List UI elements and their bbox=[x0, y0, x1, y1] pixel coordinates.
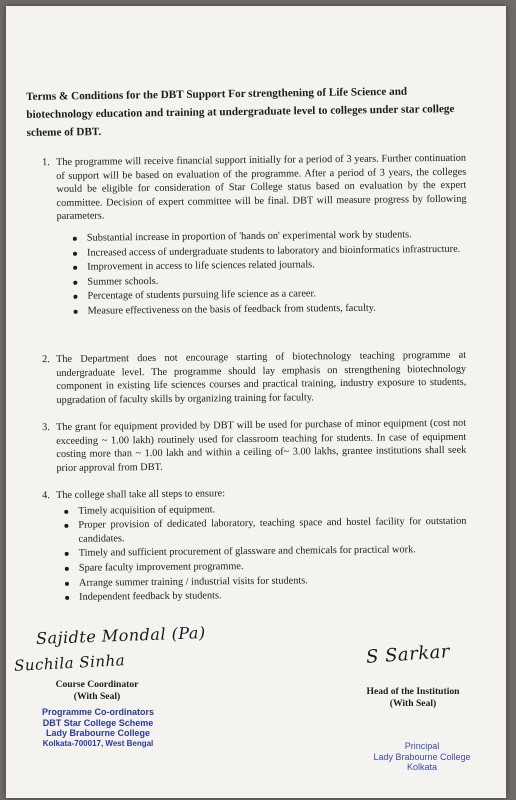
list-item: Substantial increase in proportion of 'hands on' experimental work by students. bbox=[73, 228, 467, 246]
list-item: Arrange summer training / industrial visits for students. bbox=[65, 572, 467, 590]
condition-item-2 bbox=[42, 349, 467, 408]
list-item: Percentage of students pursuing life science as a career. bbox=[73, 286, 467, 304]
document-page bbox=[6, 6, 506, 798]
item-text: The grant for equipment provided by DBT will be used for purchase of minor equipment (cost not exceeding ~ 1.00 lakh) routinely used for classroom teaching for students. In case of equipment costing more than ~ 1.00 lakh and within a ceiling of~ 3.00 lakhs, grantee institutions shall seek prior approval from DBT. bbox=[56, 417, 467, 474]
stamp-line: Principal bbox=[404, 741, 440, 751]
list-item: Summer schools. bbox=[73, 271, 467, 289]
head-label bbox=[348, 686, 478, 710]
coordinator-signature-1: Sajidte Mondal (Pa) bbox=[35, 623, 206, 648]
item-number: 4. bbox=[42, 490, 50, 502]
list-item: Independent feedback by students. bbox=[65, 587, 467, 605]
stamp-line: Kolkata-700017, West Bengal bbox=[42, 738, 154, 748]
item-text: The Department does not encourage starting of biotechnology teaching programme at undergraduate level. The programme should lay emphasis on strengthening biotechnology component in existing life sciences courses and practical training, industry exposure to students, upgradation of faculty skills by organizing training for faculty. bbox=[56, 349, 467, 406]
head-role: Head of the Institution bbox=[366, 686, 460, 697]
item-text: The programme will receive financial support initially for a period of 3 years. Further continuation of support will be based on evaluation of the programme. After a period of 3 years, the colleges would be eligible for consideration of Star College status based on evaluation by the expert committee. Decision of expert committee will be final. DBT will measure progress by following parameters. bbox=[56, 152, 467, 223]
coordinator-label bbox=[42, 679, 152, 703]
condition-item-3 bbox=[42, 417, 467, 476]
item-number: 1. bbox=[42, 157, 50, 169]
document-title: Terms & Conditions for the DBT Support For strengthening of Life Science and biotechnology education and training at undergraduate level to colleges under star college scheme of DBT. bbox=[26, 85, 455, 139]
principal-stamp bbox=[362, 741, 482, 773]
coordinator-seal-note: (With Seal) bbox=[73, 691, 121, 702]
list-item: Timely acquisition of equipment. bbox=[64, 500, 466, 518]
coordinator-signature-2: Suchila Sinha bbox=[13, 651, 126, 675]
head-seal-note: (With Seal) bbox=[389, 698, 437, 709]
list-item: Measure effectiveness on the basis of feedback from students, faculty. bbox=[74, 301, 468, 319]
condition-item-1 bbox=[42, 152, 468, 320]
stamp-line: Lady Brabourne College bbox=[45, 728, 151, 738]
list-item: Timely and sufficient procurement of glassware and chemicals for practical work. bbox=[65, 543, 467, 561]
stamp-line: Lady Brabourne College bbox=[373, 751, 471, 762]
stamp-line: DBT Star College Scheme bbox=[42, 717, 154, 728]
stamp-line: Programme Co-ordinators bbox=[41, 707, 155, 717]
head-signature: S Sarkar bbox=[365, 641, 451, 668]
parameter-list bbox=[57, 228, 468, 319]
list-item: Improvement in access to life sciences related journals. bbox=[73, 257, 467, 275]
list-item: Increased access of undergraduate students to laboratory and bioinformatics infrastructure. bbox=[73, 242, 467, 260]
item-number: 2. bbox=[42, 354, 50, 366]
college-steps-list bbox=[56, 500, 467, 604]
list-item: Spare faculty improvement programme. bbox=[65, 558, 467, 576]
item-text: The college shall take all steps to ensure: bbox=[56, 488, 226, 501]
coordinator-stamp bbox=[28, 707, 168, 749]
item-number: 3. bbox=[42, 422, 50, 434]
condition-item-4 bbox=[42, 485, 467, 606]
stamp-line: Kolkata bbox=[406, 762, 438, 772]
list-item: Proper provision of dedicated laboratory, teaching space and hostel facility for outstation candidates. bbox=[64, 515, 466, 546]
coordinator-role: Course Coordinator bbox=[55, 679, 139, 690]
